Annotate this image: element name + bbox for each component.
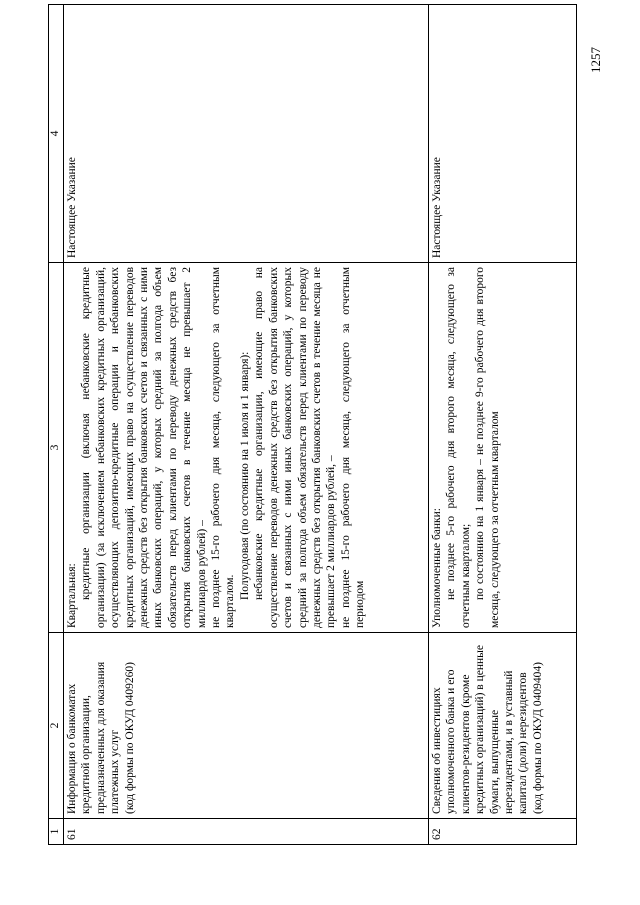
form-name: Информация о банкоматах кредитной организации, предназначенных для оказания платежных услуг	[66, 661, 122, 814]
form-code: (код формы по ОКУД 0409404)	[531, 662, 544, 814]
schedule-cell	[429, 263, 577, 633]
schedule-quarterly-deadline: не позднее 15-го рабочего дня месяца, следующего за отчетным кварталом.	[210, 267, 237, 628]
schedule-quarterly-text: кредитные организации (включая небанковские кредитные организации) (за исключением небанковских кредитных организаций, осуществляющих депозитно-кредитные операции и небанковских кредитных организаций, имеющих право на осуществление переводов денежных средств без открытия банковских счетов и связанных с ними иных банковских операций, у которых средний за полгода объем обязательств перед клиентами по переводу денежных средств без открытия банковских счетов в течение месяца не превышает 2 миллиардов рублей) –	[80, 267, 208, 628]
table-header-row	[49, 5, 64, 845]
column-header-4: 4	[49, 5, 64, 263]
page-number: 1257	[588, 47, 603, 73]
rotated-page	[48, 5, 578, 845]
column-header-3: 3	[49, 263, 64, 633]
form-name-cell	[429, 633, 577, 819]
row-number: 62	[429, 819, 577, 845]
schedule-text-2: по состоянию на 1 января – не позднее 9-го рабочего дня второго месяца, следующего за отчетным кварталом	[474, 267, 501, 628]
table-row	[429, 5, 577, 845]
schedule-halfyear-text: небанковские кредитные организации, имеющие право на осуществление переводов денежных средств без открытия банковских счетов и связанных с ними иных банковских операций, у которых средний за полгода объем обязательств перед клиентами по переводу денежных средств без открытия банковских счетов в течение месяца не превышает 2 миллиардов рублей, –	[253, 267, 338, 628]
table-row	[64, 5, 429, 845]
form-name: Сведения об инвестициях уполномоченного банка и его клиентов-резидентов (кроме кредитных организаций) в ценные бумаги, выпущенные нерезидентами, и в уставный капитал (доли) нерезидентов	[431, 645, 530, 814]
schedule-halfyear-label: Полугодовая (по состоянию на 1 июля и 1 января):	[238, 351, 251, 600]
form-name-cell	[64, 633, 429, 819]
column-header-2: 2	[49, 633, 64, 819]
schedule-quarterly-label: Квартальная:	[66, 563, 78, 628]
form-code: (код формы по ОКУД 0409260)	[123, 662, 136, 814]
column-header-1: 1	[49, 819, 64, 845]
schedule-cell	[64, 263, 429, 633]
report-forms-table	[48, 4, 577, 845]
row-number: 61	[64, 819, 429, 845]
schedule-halfyear-deadline: не позднее 15-го рабочего дня месяца, следующего за отчетным периодом	[339, 267, 367, 628]
basis-cell: Настоящее Указание	[64, 5, 429, 263]
basis-cell: Настоящее Указание	[429, 5, 577, 263]
schedule-text-1: не позднее 5-го рабочего дня второго месяца, следующего за отчетным кварталом;	[445, 267, 472, 628]
schedule-label: Уполномоченные банки:	[431, 508, 443, 628]
